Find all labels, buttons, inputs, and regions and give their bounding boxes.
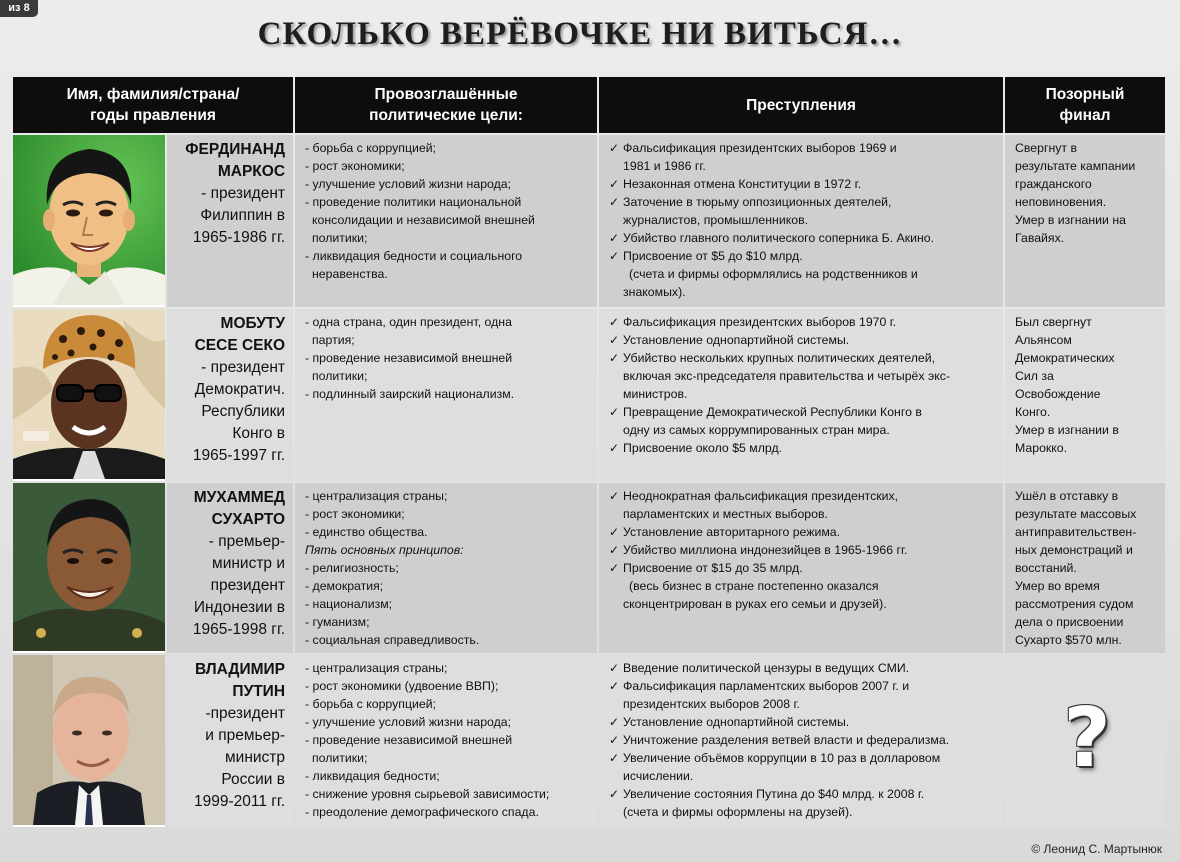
check-icon: ✓ (609, 661, 620, 675)
check-icon: ✓ (609, 679, 620, 693)
crime-text: Присвоение от $15 до 35 млрд. (623, 561, 803, 575)
crime-text: сконцентрирован в руках его семьи и друзей). (623, 597, 887, 611)
final-text: гражданского (1015, 177, 1092, 191)
goal-item: партия; (312, 333, 355, 347)
portrait-putin (13, 655, 165, 827)
final-text: Демократических (1015, 351, 1115, 365)
crime-text: (весь бизнес в стране постепенно оказался (629, 579, 879, 593)
goal-item: - единство общества. (305, 525, 428, 539)
goal-item: - рост экономики; (305, 507, 405, 521)
portrait-mobutu (13, 309, 165, 481)
leader-desc: Демократич. (194, 381, 286, 398)
crime-text: Превращение Демократической Республики Конго в (623, 405, 922, 419)
crimes-cell (599, 655, 1003, 827)
page-counter-badge: из 8 (0, 0, 38, 17)
goal-item: - борьба с коррупцией; (305, 141, 436, 155)
crime-text: Введение политической цензуры в ведущих СМИ. (623, 661, 910, 675)
check-icon: ✓ (609, 405, 620, 419)
leader-desc: России в (221, 771, 286, 788)
crime-text: знакомых). (623, 285, 686, 299)
final-text: результате кампании (1015, 159, 1136, 173)
portrait-suharto (13, 483, 165, 653)
goals-cell (295, 483, 597, 653)
final-text: восстаний. (1015, 561, 1077, 575)
final-text: Марокко. (1015, 441, 1068, 455)
goal-item: - снижение уровня сырьевой зависимости; (305, 787, 550, 801)
check-icon: ✓ (609, 561, 620, 575)
check-icon: ✓ (609, 441, 620, 455)
crime-text: Увеличение объёмов коррупции в 10 раз в долларовом (623, 751, 941, 765)
check-icon: ✓ (609, 525, 620, 539)
goal-item: - религиозность; (305, 561, 399, 575)
leader-name: ФЕРДИНАНД (185, 141, 286, 158)
question-mark-icon: ? (1063, 691, 1111, 786)
check-icon: ✓ (609, 231, 620, 245)
crime-text: Присвоение от $5 до $10 млрд. (623, 249, 803, 263)
crime-text: журналистов, промышленников. (623, 213, 809, 227)
goal-item: неравенства. (312, 267, 388, 281)
final-text: Сухарто $570 млн. (1015, 633, 1122, 647)
check-icon: ✓ (609, 787, 620, 801)
check-icon: ✓ (609, 489, 620, 503)
final-text: неповиновения. (1015, 195, 1107, 209)
check-icon: ✓ (609, 543, 620, 557)
goal-item: - рост экономики (удвоение ВВП); (305, 679, 499, 693)
crime-item (609, 403, 997, 421)
crime-item (609, 247, 997, 265)
crime-item (609, 677, 997, 695)
crime-text: Фальсификация парламентских выборов 2007 г. и (623, 679, 910, 693)
goal-item: консолидации и независимой внешней (312, 213, 535, 227)
crime-text: 1981 и 1986 гг. (623, 159, 706, 173)
goals-cell (295, 135, 597, 307)
leader-desc: министр (225, 749, 286, 766)
table-row (13, 655, 1165, 827)
crime-item (609, 749, 997, 767)
final-cell (1005, 135, 1165, 307)
crime-text: Неоднократная фальсификация президентских, (623, 489, 899, 503)
header-final (1005, 77, 1165, 133)
leader-desc: министр и (212, 555, 286, 572)
goals-cell (295, 655, 597, 827)
final-cell (1005, 483, 1165, 653)
crimes-cell (599, 309, 1003, 481)
portrait-marcos (13, 135, 165, 307)
final-text: результате массовых (1015, 507, 1137, 521)
goal-item: - проведение политики национальной (305, 195, 522, 209)
portrait-image (13, 655, 165, 825)
header-name-line2: годы правления (90, 107, 216, 124)
crime-text: Увеличение состояния Путина до $40 млрд. к 2008 г. (623, 787, 925, 801)
final-text: Был свергнут (1015, 315, 1092, 329)
leader-desc: Конго в (232, 425, 286, 442)
leader-name: СЕСЕ СЕКО (194, 337, 286, 354)
goal-item: - национализм; (305, 597, 393, 611)
leader-desc: 1965-1997 гг. (192, 447, 286, 464)
crime-item (609, 731, 997, 749)
goal-item: - одна страна, один президент, одна (305, 315, 512, 329)
leader-name: СУХАРТО (211, 511, 286, 528)
crime-text: Убийство нескольких крупных политических деятелей, (623, 351, 935, 365)
crime-item (609, 785, 997, 803)
goal-item: - улучшение условий жизни народа; (305, 177, 512, 191)
goal-item: - проведение независимой внешней (305, 351, 513, 365)
goal-item: - проведение независимой внешней (305, 733, 513, 747)
leader-desc: и премьер- (205, 727, 286, 744)
leader-name-cell (167, 655, 293, 827)
goal-item: - борьба с коррупцией; (305, 697, 436, 711)
crime-text: Установление авторитарного режима. (623, 525, 841, 539)
header-crimes: Преступления (599, 77, 1003, 133)
goals-cell (295, 309, 597, 481)
table-row (13, 309, 1165, 481)
goal-item: политики; (312, 751, 368, 765)
copyright-notice: © Леонид С. Мартынюк (1031, 842, 1162, 856)
crime-text: Заточение в тюрьму оппозиционных деятелей, (623, 195, 892, 209)
goal-item: - преодоление демографического спада. (305, 805, 539, 819)
crime-text: Присвоение около $5 млрд. (623, 441, 783, 455)
final-text: ных демонстраций и (1015, 543, 1133, 557)
final-text: Освобождение (1015, 387, 1101, 401)
final-text: Умер во время (1015, 579, 1100, 593)
goal-subheading: Пять основных принципов: (305, 543, 464, 557)
crime-item (609, 541, 997, 559)
check-icon: ✓ (609, 249, 620, 263)
table-row (13, 135, 1165, 307)
crime-text: (счета и фирмы оформлялись на родственников и (629, 267, 918, 281)
crime-text: Фальсификация президентских выборов 1969 и (623, 141, 897, 155)
final-cell (1005, 309, 1165, 481)
goal-item: - ликвидация бедности и социального (305, 249, 523, 263)
crime-item (609, 523, 997, 541)
leader-name: ВЛАДИМИР (194, 661, 286, 678)
leader-desc: Филиппин в (200, 207, 286, 224)
crimes-cell (599, 483, 1003, 653)
crime-item (609, 139, 997, 157)
check-icon: ✓ (609, 715, 620, 729)
crime-item (609, 175, 997, 193)
crime-text: Установление однопартийной системы. (623, 333, 850, 347)
crime-item (609, 331, 997, 349)
crime-text: министров. (623, 387, 688, 401)
crime-text: Убийство миллиона индонезийцев в 1965-1966 гг. (623, 543, 908, 557)
final-text: рассмотрения судом (1015, 597, 1134, 611)
final-text: Гавайях. (1015, 231, 1065, 245)
crime-item (609, 713, 997, 731)
check-icon: ✓ (609, 351, 620, 365)
goal-item: - подлинный заирский национализм. (305, 387, 515, 401)
comparison-table (11, 75, 1167, 829)
crime-item (609, 349, 997, 367)
crime-item (609, 559, 997, 577)
page-title: СКОЛЬКО ВЕРЁВОЧКЕ НИ ВИТЬСЯ… (257, 16, 903, 52)
final-text: Умер в изгнании в (1015, 423, 1119, 437)
portrait-image (13, 309, 165, 479)
leader-name-cell (167, 483, 293, 653)
check-icon: ✓ (609, 751, 620, 765)
header-goals (295, 77, 597, 133)
final-cell (1005, 655, 1165, 827)
header-name (13, 77, 293, 133)
leader-desc: 1965-1998 гг. (192, 621, 286, 638)
goal-item: - демократия; (305, 579, 384, 593)
crime-item (609, 439, 997, 457)
crime-text: Установление однопартийной системы. (623, 715, 850, 729)
goal-item: - гуманизм; (305, 615, 370, 629)
crime-text: (счета и фирмы оформлены на друзей). (623, 805, 853, 819)
crime-text: включая экс-председателя правительства и четырёх экс- (623, 369, 950, 383)
crime-text: исчислении. (623, 769, 694, 783)
crime-item (609, 313, 997, 331)
crime-text: президентских выборов 2008 г. (623, 697, 800, 711)
leader-desc: - президент (201, 359, 286, 376)
final-text: антиправительствен- (1015, 525, 1137, 539)
final-text: Умер в изгнании на (1015, 213, 1126, 227)
header-goals-line2: политические цели: (369, 107, 523, 124)
leader-name-cell (167, 135, 293, 307)
goal-item: политики; (312, 369, 368, 383)
header-row (13, 77, 1165, 133)
crime-item (609, 659, 997, 677)
final-text: Альянсом (1015, 333, 1072, 347)
check-icon: ✓ (609, 333, 620, 347)
leader-desc: Республики (201, 403, 286, 420)
goal-item: - улучшение условий жизни народа; (305, 715, 512, 729)
goal-item: - централизация страны; (305, 661, 448, 675)
check-icon: ✓ (609, 195, 620, 209)
crime-text: одну из самых коррумпированных стран мира. (623, 423, 890, 437)
leader-desc: - президент (201, 185, 286, 202)
goal-item: - социальная справедливость. (305, 633, 480, 647)
check-icon: ✓ (609, 177, 620, 191)
leader-desc: - премьер- (208, 533, 286, 550)
crime-text: Уничтожение разделения ветвей власти и федерализма. (623, 733, 950, 747)
leader-name: МУХАММЕД (193, 489, 286, 506)
final-text: дела о присвоении (1015, 615, 1124, 629)
final-text: Свергнут в (1015, 141, 1077, 155)
crime-text: Фальсификация президентских выборов 1970 г. (623, 315, 897, 329)
header-final-line1: Позорный (1045, 86, 1125, 103)
portrait-image (13, 135, 165, 305)
crime-item (609, 487, 997, 505)
crime-text: парламентских и местных выборов. (623, 507, 828, 521)
crime-item (609, 193, 997, 211)
final-text: Сил за (1015, 369, 1054, 383)
leader-desc: 1999-2011 гг. (194, 793, 286, 810)
leader-desc: Индонезии в (193, 599, 286, 616)
final-text: Конго. (1015, 405, 1051, 419)
crimes-cell (599, 135, 1003, 307)
check-icon: ✓ (609, 315, 620, 329)
leader-name: МОБУТУ (220, 315, 286, 332)
goal-item: - ликвидация бедности; (305, 769, 440, 783)
final-text: Ушёл в отставку в (1015, 489, 1119, 503)
goal-item: политики; (312, 231, 368, 245)
table-row (13, 483, 1165, 653)
header-goals-line1: Провозглашённые (374, 86, 518, 103)
leader-desc: президент (210, 577, 286, 594)
check-icon: ✓ (609, 141, 620, 155)
portrait-image (13, 483, 165, 651)
crime-text: Убийство главного политического соперника Б. Акино. (623, 231, 935, 245)
header-final-line2: финал (1059, 107, 1111, 124)
header-name-line1: Имя, фамилия/страна/ (66, 86, 240, 103)
crime-text: Незаконная отмена Конституции в 1972 г. (623, 177, 862, 191)
goal-item: - рост экономики; (305, 159, 405, 173)
leader-name: ПУТИН (232, 683, 286, 700)
leader-desc: -президент (205, 705, 286, 722)
leader-name: МАРКОС (217, 163, 286, 180)
leader-name-cell (167, 309, 293, 481)
check-icon: ✓ (609, 733, 620, 747)
goal-item: - централизация страны; (305, 489, 448, 503)
leader-desc: 1965-1986 гг. (192, 229, 286, 246)
crime-item (609, 229, 997, 247)
